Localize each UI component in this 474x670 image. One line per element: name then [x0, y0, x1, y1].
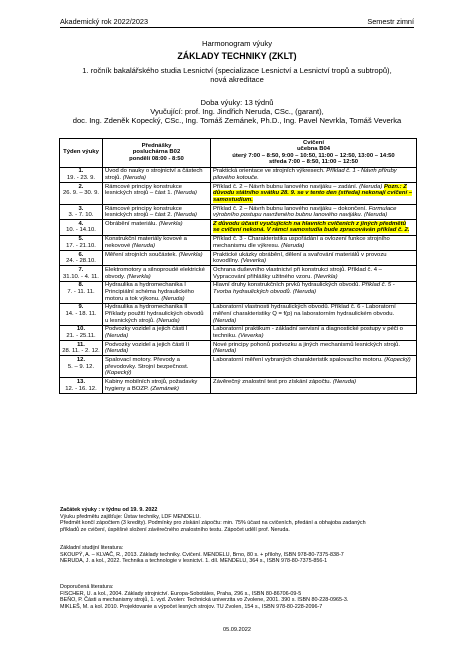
week-cell	[60, 378, 103, 393]
lecturer: (Zemánek)	[150, 385, 179, 392]
lecturer: (Neruda)	[131, 242, 156, 249]
lecture-cell	[103, 220, 211, 235]
exercise-text: Nové principy pohonů podvozku a jiných mechanismů lesnických strojů.	[213, 341, 400, 348]
exercise-header-title: Cvičení	[303, 139, 324, 146]
table-row	[60, 356, 417, 378]
lecture-topic: Spalovací motory. Převody a převodovky. Strojní bezpečnost.	[105, 357, 189, 370]
lecture-topic: Hydraulika a hydromechanika II Příklady použití hydraulických obvodů u lesnických strojů.	[105, 304, 204, 324]
lecturer: (Nevrkla)	[158, 220, 183, 227]
recommended-literature-item: BEŇO, P. Části a mechanismy strojů, 1. vyd. Zvolen: Technická univerzita vo Zvolene, 2001. 390 s. ISBN 80-228-0965-3.	[60, 597, 349, 604]
table-row	[60, 325, 417, 340]
week-number: 11.	[77, 341, 85, 348]
exercise-cell	[211, 303, 417, 325]
teachers-line-2: doc. Ing. Zdeněk Kopecký, CSc., Ing. Tomáš Zemánek, Ph.D., Ing. Pavel Nevrkla, Tomáš Veverka	[72, 116, 402, 125]
lecture-header-title: Přednášky	[141, 142, 172, 149]
lecture-topic: Podvozky vozidel a jejich části II	[105, 341, 190, 348]
week-number: 10.	[76, 326, 86, 333]
exercise-text: Ochrana duševního vlastnictví při konstrukci strojů. Příklad č. 4 – Vypracování přihlášky užitného vzoru.	[213, 267, 382, 280]
basic-literature-item: SKOUPÝ, A. – KLVAČ, R., 2013. Základy techniky. Cvičení. MENDELU, Brno, 80 s. + přílohy, ISBN 978-80-7375-838-7	[60, 551, 344, 558]
table-row	[60, 378, 417, 393]
lecture-cell	[103, 303, 211, 325]
week-cell	[60, 303, 103, 325]
exercise-detail: (Neruda)	[213, 348, 237, 355]
lecture-topic: Hydraulika a hydromechanika I Principiální schéma hydraulického motoru a tok výkonu.	[105, 282, 195, 302]
recommended-literature	[60, 584, 420, 611]
lecture-cell	[103, 378, 211, 393]
table-row	[60, 303, 417, 325]
week-dates: 31.10. - 4. 11.	[63, 273, 99, 280]
header-rule	[60, 27, 414, 28]
exercise-cell	[211, 266, 417, 281]
table-row	[60, 182, 417, 204]
guarantor-note: Výuku předmětu zajišťuje: Ústav techniky, LDF MENDELU.	[60, 513, 201, 520]
lecture-cell	[103, 266, 211, 281]
exercise-cell	[211, 325, 417, 340]
week-cell	[60, 356, 103, 378]
recommended-literature-item: MIKLEŠ, M. a kol. 2010. Projektovanie a výpočet lesných strojov. TU Zvolen, 154 s., ISBN 978-80-228-2096-7	[60, 604, 323, 611]
highlighted-notice: Pozn.: Z důvodu státního svátku 28. 9. se v tento den (středa) nekonají cvičení – samostudium.	[213, 183, 413, 203]
lecture-cell	[103, 167, 211, 182]
start-note: Začátek výuky : v týdnu od 19. 9. 2022	[60, 507, 158, 513]
table-row	[60, 235, 417, 250]
table-row	[60, 281, 417, 303]
week-cell	[60, 266, 103, 281]
recommended-literature-title: Doporučená literatura:	[60, 584, 114, 590]
week-dates: 12. - 16. 12.	[65, 385, 97, 392]
exercise-detail: (Kopecký)	[384, 357, 411, 364]
week-number: 4.	[78, 220, 84, 227]
lecture-topic: Úvod do nauky o strojnictví a částech strojů.	[105, 168, 203, 181]
week-dates: 21. - 25.11.	[66, 332, 96, 339]
exercise-cell	[211, 167, 417, 182]
week-cell	[60, 251, 103, 266]
basic-literature-title: Základní studijní literatura:	[60, 545, 124, 551]
week-cell	[60, 235, 103, 250]
week-cell	[60, 204, 103, 219]
week-cell	[60, 220, 103, 235]
exercise-cell	[211, 182, 417, 204]
credit-note-2: příkladů ze cvičení, úspěšné složení závěrečného znalostního testu. Zápočet udělí prof. Neruda.	[60, 527, 290, 534]
lecture-cell	[103, 281, 211, 303]
exercise-detail: (Veverka)	[240, 258, 267, 265]
program-line-1: 1. ročník bakalářského studia Lesnictví (specializace Lesnictví a Lesnictví tropů a subtropů),	[82, 66, 392, 75]
exercise-cell	[211, 341, 417, 356]
exercise-cell	[211, 251, 417, 266]
lecturer: (Neruda)	[173, 212, 198, 219]
week-dates: 10. - 14.10.	[66, 227, 96, 234]
exercise-detail: Formulace výrobního postupu navrženého bubnu lanového navijáku. (Neruda)	[213, 205, 397, 219]
week-number: 2.	[78, 183, 84, 190]
recommended-literature-item: FISCHER, U. a kol., 2004. Základy strojnictví. Europa-Sobotáles, Praha, 296 s., ISBN 80-86706-09-5	[60, 590, 302, 597]
lecture-topic: Elektromotory a silnoproudé elektrické obvody.	[105, 267, 205, 280]
table-header-row	[60, 139, 417, 168]
week-number: 3.	[78, 205, 84, 212]
week-cell	[60, 167, 103, 182]
exercise-detail: (Neruda)	[213, 317, 237, 324]
exercise-detail: (Nevrkla)	[313, 273, 338, 280]
lecturer: (Kopecký)	[105, 370, 132, 377]
week-cell	[60, 182, 103, 204]
schedule-body	[60, 167, 417, 393]
exercise-cell	[211, 356, 417, 378]
exercise-text: Laboratorní vlastnosti hydraulických obvodů. Příklad č. 6 - Laboratorní měření charakteristiky Q = f(p) na laboratorním hydraulickém obvodu.	[213, 304, 396, 317]
week-dates: 24. - 28.10.	[66, 258, 96, 265]
lecture-topic: Obrábění materiálu.	[105, 220, 158, 227]
schedule-table	[59, 138, 417, 394]
table-row	[60, 167, 417, 182]
exercise-cell	[211, 378, 417, 393]
week-number: 8.	[78, 282, 84, 289]
week-cell	[60, 325, 103, 340]
course-title: ZÁKLADY TECHNIKY (ZKLT)	[177, 51, 297, 61]
week-number: 13.	[76, 379, 86, 386]
exercise-cell	[211, 281, 417, 303]
table-row	[60, 251, 417, 266]
semester: Semestr zimní	[367, 17, 414, 26]
program-description	[40, 66, 434, 84]
credit-note-1: Předmět končí zápočtem (3 kredity). Podmínky pro získání zápočtu: min. 75% účast na cvičeních, předání a obhajoba zadaných	[60, 520, 366, 527]
table-row	[60, 341, 417, 356]
exercise-cell	[211, 204, 417, 219]
exercise-cell	[211, 235, 417, 250]
week-dates: 28. 11. - 2. 12.	[62, 348, 100, 355]
week-dates: 19. - 23. 9.	[66, 174, 96, 181]
lecture-topic: Podvozky vozidel a jejich části I	[105, 326, 188, 333]
duration: Doba výuky: 13 týdnů	[200, 98, 274, 107]
program-line-2: nová akreditace	[210, 75, 264, 84]
lecture-cell	[103, 251, 211, 266]
table-row	[60, 220, 417, 235]
week-dates: 5. – 9. 12.	[67, 363, 95, 370]
week-number: 7.	[78, 267, 84, 273]
lecture-topic: Rámcové principy konstrukce lesnických strojů – část 1.	[105, 183, 182, 197]
week-cell	[60, 341, 103, 356]
lecture-topic: Konstrukční materiály kovové a nekovové	[105, 236, 187, 249]
basic-literature	[60, 545, 420, 565]
exercise-text: Závěrečný znalostní test pro získání zápočtu.	[213, 379, 332, 386]
lecture-cell	[103, 341, 211, 356]
exercise-header-time-2: středa 7:00 – 8:50, 11:00 – 12:50	[268, 159, 359, 166]
academic-year: Akademický rok 2022/2023	[60, 17, 149, 26]
exercise-text: Hlavní druhy konstrukčních prvků hydraulických obvodů.	[213, 282, 361, 289]
page-header	[60, 17, 414, 26]
lecturer: (Neruda)	[173, 190, 198, 197]
lecturer: (Neruda)	[105, 332, 129, 339]
lecture-cell	[103, 204, 211, 219]
exercise-text: Praktická orientace ve strojních výkresech.	[213, 168, 325, 175]
table-row	[60, 204, 417, 219]
lecture-cell	[103, 235, 211, 250]
lecture-cell	[103, 182, 211, 204]
week-dates: 17. - 21.10.	[66, 242, 96, 249]
exercise-text: Praktické ukázky obrábění, dělení a svařování materiálů v provozu kovodílny.	[213, 251, 387, 265]
lecturer: (Neruda)	[156, 317, 180, 324]
course-info	[40, 98, 434, 125]
lecture-topic: Kabiny mobilních strojů, požadavky hygieny a BOZP.	[105, 379, 198, 392]
week-dates: 14. - 18. 11.	[65, 310, 97, 317]
exercise-detail: Příklad č. 5 - Tvorba hydraulických obvodů. (Neruda)	[213, 282, 395, 295]
lecturer: (Nevrkla)	[178, 251, 203, 258]
week-number: 12.	[76, 357, 86, 364]
lecture-header-time: pondělí 08:00 - 8:50	[129, 156, 184, 163]
lecture-cell	[103, 325, 211, 340]
exercise-text: Laboratorní praktikum - základní servisní a diagnostické postupy v péči o techniku.	[213, 326, 403, 339]
week-number: 6.	[78, 251, 84, 258]
col-lecture-header	[103, 139, 211, 168]
exercise-header-room: učebna B04	[296, 146, 331, 153]
week-number: 9.	[78, 304, 84, 311]
lecture-topic: Rámcové principy konstrukce lesnických strojů – část 2.	[105, 205, 182, 219]
exercise-detail: (Neruda)	[332, 379, 357, 386]
exercise-detail: (Veverka)	[238, 332, 264, 339]
week-cell	[60, 281, 103, 303]
week-dates: 7. - 11. 11.	[67, 288, 95, 295]
harmonogram-title: Harmonogram výuky	[201, 39, 273, 48]
exercise-text: Příklad č. 2 – Návrh bubnu lanového navijáku – zadání.	[213, 183, 358, 190]
course-notes	[60, 507, 420, 534]
teachers-line-1: Vyučující: prof. Ing. Jindřich Neruda, CSc., (garant),	[150, 107, 324, 116]
exercise-text: Laboratorní měření vybraných charakteristik spalovacího motoru.	[213, 357, 383, 364]
week-dates: 26. 9. – 30. 9.	[62, 190, 100, 197]
highlighted-notice: Z důvodu účasti vyučujících na hlavních cvičeních z jiných předmětů se cvičení nekoná. V rámci samostudia bude zpracováván příklad č. 2.	[213, 220, 410, 234]
lecture-header-room: posluchárna B02	[132, 149, 181, 156]
exercise-detail: (Neruda)	[359, 183, 383, 190]
week-dates: 3. - 7. 10.	[68, 212, 94, 219]
col-exercise-header	[211, 139, 417, 168]
basic-literature-item: NERUDA, J. a kol., 2022. Technika a technologie v lesnictví. 1. díl. MENDELU, 364 s., ISBN 978-80-7375-856-1	[60, 558, 328, 565]
week-number: 1.	[78, 168, 84, 175]
exercise-cell	[211, 220, 417, 235]
lecturer: (Neruda)	[161, 295, 185, 302]
col-week-header: Týden výuky	[60, 139, 103, 168]
week-number: 5.	[78, 236, 84, 243]
lecturer: (Nevrkla)	[126, 273, 151, 280]
lecturer: (Neruda)	[105, 348, 129, 355]
document-date: 05.09.2022	[223, 627, 251, 633]
exercise-detail: Příklad č. 1 - Návrh příruby pilového kotouče.	[213, 168, 397, 181]
exercise-text: Příklad č. 2 – Návrh bubnu lanového navijáku – dokončení.	[213, 205, 367, 212]
exercise-detail: (Neruda)	[281, 242, 305, 249]
lecturer: (Neruda)	[122, 174, 146, 181]
table-row	[60, 266, 417, 281]
lecture-cell	[103, 356, 211, 378]
lecture-topic: Měření strojních součástek.	[105, 251, 178, 258]
exercise-text: Příklad č. 3 - Charakteristika uspořádání a ovlození funkce strojního mechanismu dle výkresu.	[213, 236, 390, 249]
exercise-header-time-1: úterý 7:00 – 8:50, 9:00 – 10:50, 11:00 – 12:50, 13:00 – 14:50	[232, 152, 395, 159]
